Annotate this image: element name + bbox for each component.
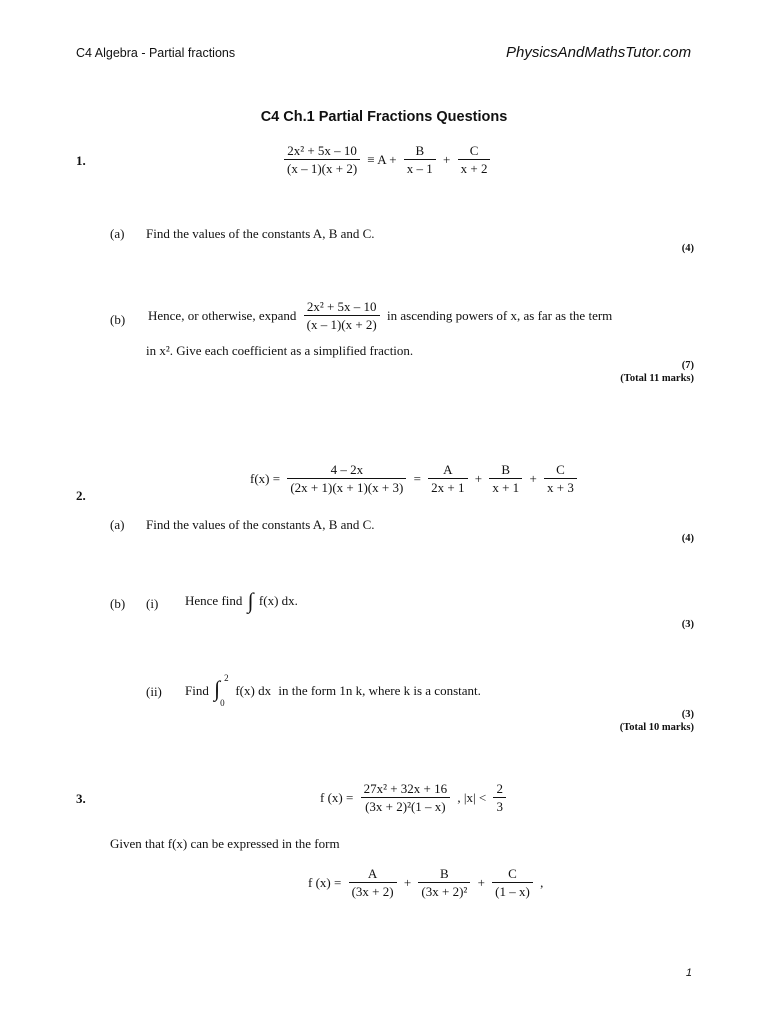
q2-part-bii-text [183,673,483,708]
q2-bii-text-post: in the form 1n k, where k is a constant. [278,683,481,698]
q3-form-C-denominator: (1 – x) [495,884,530,899]
q3-form-A-numerator: A [349,866,397,883]
q1-B-numerator: B [404,143,436,160]
q2-function-name: f(x) = [250,470,281,486]
q2-part-a-label: (a) [110,517,125,532]
page-number: 1 [685,967,692,979]
q2-equals: = [413,470,421,486]
q2-bii-lower-limit: 0 [220,698,225,708]
q2-bi-prompt: Hence find [185,593,243,608]
integral-sign-icon: ∫ [247,588,254,613]
q1-part-b-label: (b) [110,312,126,327]
q1-part-b-text-pre: Hence, or otherwise, expand [148,307,297,323]
q2-numerator: 4 – 2x [287,462,406,479]
question-3-equation [318,781,508,814]
q2-B-denominator: x + 1 [492,480,520,495]
q3-denominator: (3x + 2)²(1 – x) [365,799,446,814]
q3-form-B-denominator: (3x + 2)² [421,884,468,899]
q2-part-a-text: Find the values of the constants A, B and C. [146,517,375,532]
q3-form-B-numerator: B [418,866,470,883]
q3-condition-numerator: 2 [493,781,506,798]
q1-part-a-label: (a) [110,226,125,241]
q1-part-b-marks: (7) [681,360,694,371]
question-1-number: 1. [76,153,86,168]
header-left: C4 Algebra - Partial fractions [76,46,236,60]
definite-integral-sign-icon: ∫ [214,676,221,701]
q2-bii-integrand: f(x) dx [235,683,272,698]
q1-total-marks: (Total 11 marks) [620,373,694,384]
q2-C-numerator: C [544,462,577,479]
question-2-equation: f(x) = $\frac{4 - 2x}{(2x + 1)(x + 1)(x + 3)}$ = $\frac{A}{2x + 1}$ + $\frac{B}{x + 1}$ + $\frac{C}{x + 3}$ [248,462,579,495]
question-1-equation: $\frac{\text{2x² + 5x – 10}}{(x - 1)(x + 2)}$ ≡ A + $\frac{B}{x - 1}$ + $\frac{C}{x + 2}$ [282,143,492,176]
question-2-number: 2. [76,488,86,503]
q3-form-equation: f (x) = $\frac{A}{(3x + 2)}$ + $\frac{B}{\text{(3x + 2)²}}$ + $\frac{C}{(1 - x)}$ , [308,866,544,899]
q2-C-denominator: x + 3 [547,480,574,495]
q3-form-C-numerator: C [492,866,533,883]
q2-part-bi-label: (i) [146,596,159,611]
q3-form-comma: , [540,874,544,890]
q2-part-bi-marks: (3) [681,619,694,630]
q1-B-denominator: x – 1 [406,161,433,176]
q1-lhs-numerator: 2x² + 5x – 10 [284,143,360,160]
q1-part-b-line1 [146,299,614,332]
q1-part-a-marks: (4) [681,243,694,254]
question-3-number: 3. [76,791,86,806]
q3-form-A-denominator: (3x + 2) [351,884,394,899]
page-title: C4 Ch.1 Partial Fractions Questions [260,109,508,125]
q1-b-frac-numerator: 2x² + 5x – 10 [304,299,380,316]
q3-function-name: f (x) = [320,789,354,805]
q2-B-numerator: B [489,462,522,479]
q1-identity: ≡ A + [367,151,397,167]
q2-part-bi-text [183,588,300,614]
q2-part-bii-label: (ii) [146,684,162,699]
q2-part-a-marks: (4) [681,533,694,544]
q2-part-bii-marks: (3) [681,709,694,720]
q2-total-marks: (Total 10 marks) [619,722,694,733]
q2-bii-prompt: Find [185,683,209,698]
q2-A-numerator: A [428,462,467,479]
q3-form-function-name: f (x) = [308,874,342,890]
q1-lhs-denominator: (x – 1)(x + 2) [287,161,358,176]
q2-bii-upper-limit: 2 [224,673,229,683]
header-right: PhysicsAndMathsTutor.com [506,44,692,61]
q3-numerator: 27x² + 32x + 16 [361,781,451,798]
q1-part-a-text: Find the values of the constants A, B and C. [146,226,375,241]
q1-C-denominator: x + 2 [460,161,488,176]
q1-b-frac-denominator: (x – 1)(x + 2) [306,317,377,332]
q1-C-numerator: C [458,143,491,160]
q1-part-b-text-post: in ascending powers of x, as far as the term [387,307,613,323]
q2-part-b-label: (b) [110,596,126,611]
q3-condition: , |x| < [457,789,487,805]
q2-bi-integrand: f(x) dx. [258,593,298,608]
q3-text: Given that f(x) can be expressed in the form [110,836,340,851]
q3-condition-denominator: 3 [496,799,503,814]
q1-part-b-line2: in x². Give each coefficient as a simplified fraction. [146,343,414,358]
q2-A-denominator: 2x + 1 [431,480,465,495]
q2-denominator: (2x + 1)(x + 1)(x + 3) [290,480,404,495]
